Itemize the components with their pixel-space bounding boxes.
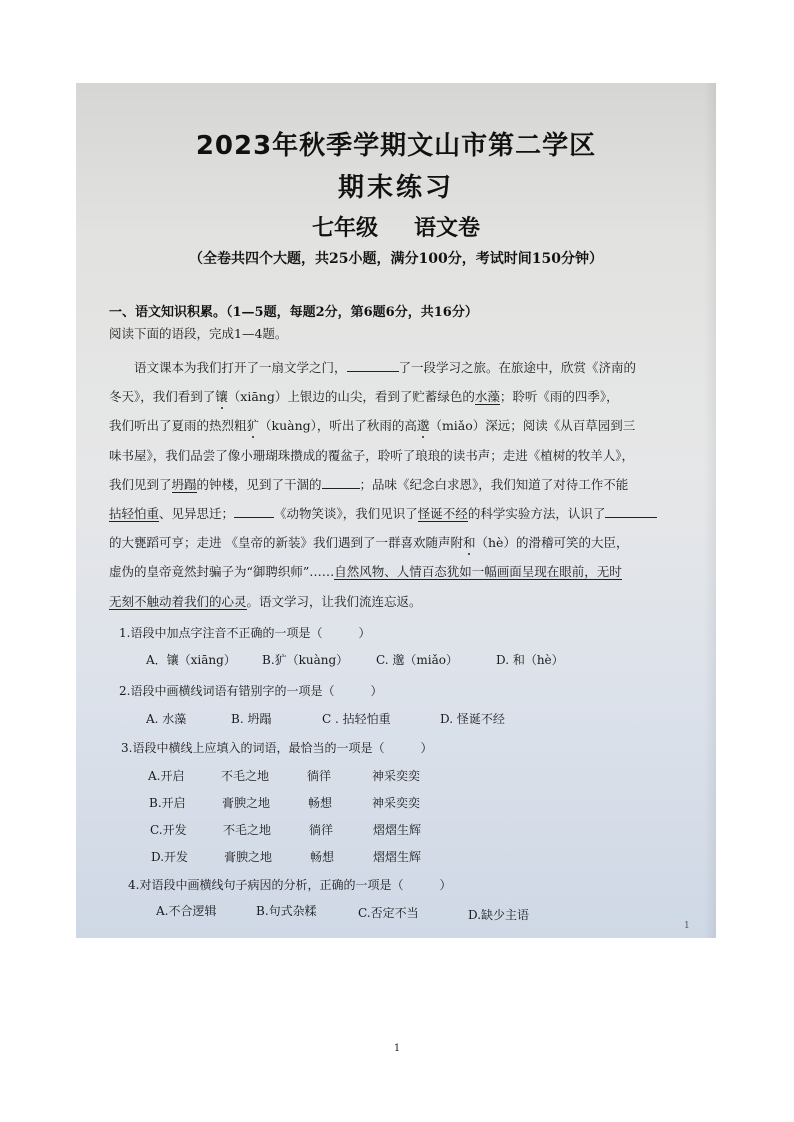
exam-subtitle: 期末练习 [337,173,454,203]
fill-blank-2 [322,476,360,489]
fill-blank-1 [347,359,399,372]
grade-label: 七年级 [311,215,378,241]
page-number: 1 [393,1043,401,1054]
question-2-option-a: A. 水藻 [146,712,187,726]
scanned-exam-photo [76,83,716,938]
question-4-option-a: A.不合逻辑 [156,904,217,918]
question-3-row-d-col1: D.开发 [151,850,189,864]
question-2-option-d: D. 怪诞不经 [440,712,505,726]
question-3-row-a-col4: 神采奕奕 [372,769,421,783]
question-3-row-c-col2: 不毛之地 [223,823,272,837]
question-1-stem: 1.语段中加点字注音不正确的一项是（ ） [119,626,371,640]
question-3-row-c-col1: C.开发 [150,823,187,837]
question-3-row-b-col2: 膏腴之地 [222,796,271,810]
question-1-option-a: A．镶（xiāng） [146,653,236,667]
section-instruction: 阅读下面的语段，完成1—4题。 [109,326,288,341]
passage-line: 我们听出了夏雨的热烈粗犷（kuàng），听出了秋雨的高邈（miǎo）深远；阅读《从百草园到三 [109,418,636,434]
question-3-row-d-col4: 熠熠生辉 [373,850,422,864]
question-1-option-c: C. 邈（miǎo） [376,653,458,667]
question-3-row-b-col4: 神采奕奕 [372,796,421,810]
fill-blank-4 [605,505,657,518]
question-3-row-b-col3: 畅想 [308,796,333,810]
passage-line: 的大甕蹈可亨；走进 《皇帝的新装》我们遇到了一群喜欢随声附和（hè）的滑稽可笑的大臣， [109,535,629,551]
question-3-row-c-col3: 徜徉 [309,823,334,837]
passage-line: 拈轻怕重、见异思迁； 《动物笑谈》，我们见识了怪诞不经的科学实验方法，认识了 [109,499,694,528]
passage-line: 味书屋》，我们品尝了像小珊瑚珠攒成的覆盆子，聆听了琅琅的读书声；走进《植树的牧羊人》， [109,447,635,463]
subject-label: 语文卷 [414,215,481,241]
question-2-option-b: B. 坍蹋 [231,712,272,726]
question-3-row-d-col2: 膏腴之地 [224,850,273,864]
fill-blank-3 [234,505,274,518]
photo-page-mark: 1 [684,921,690,931]
question-3-row-a-col3: 徜徉 [307,769,332,783]
question-4-option-b: B.句式杂糅 [256,904,317,918]
passage-line: 冬天》，我们看到了镶（xiāng）上银边的山尖，看到了贮蓄绿色的水藻；聆听《雨的四季》， [109,389,619,405]
question-3-row-c-col4: 熠熠生辉 [373,823,422,837]
question-3-row-a-col2: 不毛之地 [221,769,270,783]
grade-subject [76,211,716,242]
passage-line: 无刻不触动着我们的心灵。语文学习，让我们流连忘返。 [109,593,422,609]
question-4-stem: 4.对语段中画横线句子病因的分析，正确的一项是（ ） [128,878,452,892]
question-1-option-d: D. 和（hè） [496,653,564,667]
question-2-stem: 2.语段中画横线词语有错别字的一项是（ ） [119,684,383,698]
question-3-row-a-col1: A.开启 [148,769,185,783]
question-2-option-c: C . 拈轻怕重 [322,712,391,726]
passage-line: 虚伪的皇帝竟然封骗子为“御聘织师”……自然风物、人情百态犹如一幅画面呈现在眼前，无时 [109,564,622,580]
passage-line: 语文课本为我们打开了一扇文学之门， 了一段学习之旅。在旅途中，欣赏《济南的 [134,360,637,375]
passage-line: 我们见到了坍蹋的钟楼，见到了干涸的 ；品味《纪念白求恩》，我们知道了对待工作不能 [109,476,629,492]
section-heading: 一、语文知识积累。（1—5题，每题2分，第6题6分，共16分） [109,305,478,320]
question-1-option-b: B.犷（kuàng） [262,653,349,667]
exam-title: 2023年秋季学期文山市第二学区 [195,131,597,161]
exam-note: （全卷共四个大题，共25小题，满分100分，考试时间150分钟） [189,251,603,267]
question-4-option-d: D.缺少主语 [468,908,530,922]
question-4-option-c: C.否定不当 [358,906,419,920]
reading-passage [109,353,694,616]
question-3-row-d-col3: 畅想 [310,850,335,864]
question-3-row-b-col1: B.开启 [149,796,186,810]
question-3-stem: 3.语段中横线上应填入的词语，最恰当的一项是（ ） [121,741,433,755]
